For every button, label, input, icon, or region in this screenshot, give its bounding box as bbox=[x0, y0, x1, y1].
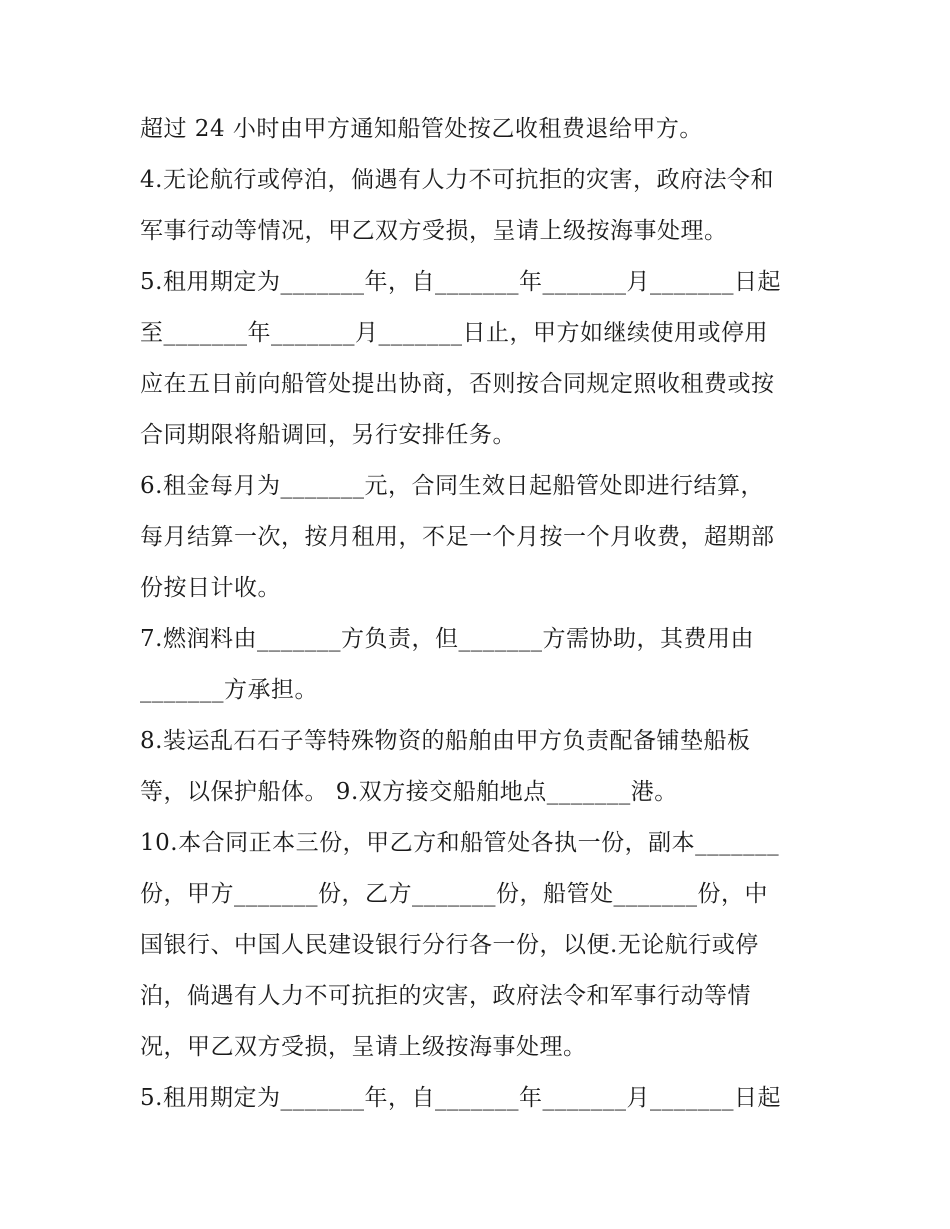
text-line: 军事行动等情况，甲乙双方受损，呈请上级按海事处理。 bbox=[140, 218, 728, 244]
text-line: 8.装运乱石石子等特殊物资的船舶由甲方负责配备铺垫船板 bbox=[140, 728, 751, 754]
text-line: 况，甲乙双方受损，呈请上级按海事处理。 bbox=[140, 1034, 587, 1060]
text-line: 份，甲方_______份，乙方_______份，船管处_______份，中 bbox=[140, 881, 768, 907]
text-line: 份按日计收。 bbox=[140, 575, 281, 601]
text-line: 4.无论航行或停泊，倘遇有人力不可抗拒的灾害，政府法令和 bbox=[140, 167, 774, 193]
text-line: 5.租用期定为_______年，自_______年_______月_______日起 bbox=[140, 269, 781, 295]
text-line: 5.租用期定为_______年，自_______年_______月_______日起 bbox=[140, 1085, 781, 1111]
text-line: 至_______年_______月_______日止，甲方如继续使用或停用 bbox=[140, 320, 768, 346]
text-line: 合同期限将船调回，另行安排任务。 bbox=[140, 422, 516, 448]
text-line: 泊，倘遇有人力不可抗拒的灾害，政府法令和军事行动等情 bbox=[140, 983, 751, 1009]
text-line: _______方承担。 bbox=[140, 677, 318, 703]
text-line: 10.本合同正本三份，甲乙方和船管处各执一份，副本_______ bbox=[140, 830, 780, 856]
text-line: 6.租金每月为_______元，合同生效日起船管处即进行结算， bbox=[140, 473, 764, 499]
text-line: 超过 24 小时由甲方通知船管处按乙收租费退给甲方。 bbox=[140, 116, 703, 142]
text-line: 等，以保护船体。 9.双方接交船舶地点_______港。 bbox=[140, 779, 678, 805]
text-line: 7.燃润料由_______方负责，但_______方需协助，其费用由 bbox=[140, 626, 754, 652]
contract-text-body bbox=[140, 104, 820, 1124]
text-line: 每月结算一次，按月租用，不足一个月按一个月收费，超期部 bbox=[140, 524, 775, 550]
text-line: 国银行、中国人民建设银行分行各一份，以便.无论航行或停 bbox=[140, 932, 759, 958]
text-line: 应在五日前向船管处提出协商，否则按合同规定照收租费或按 bbox=[140, 371, 775, 397]
